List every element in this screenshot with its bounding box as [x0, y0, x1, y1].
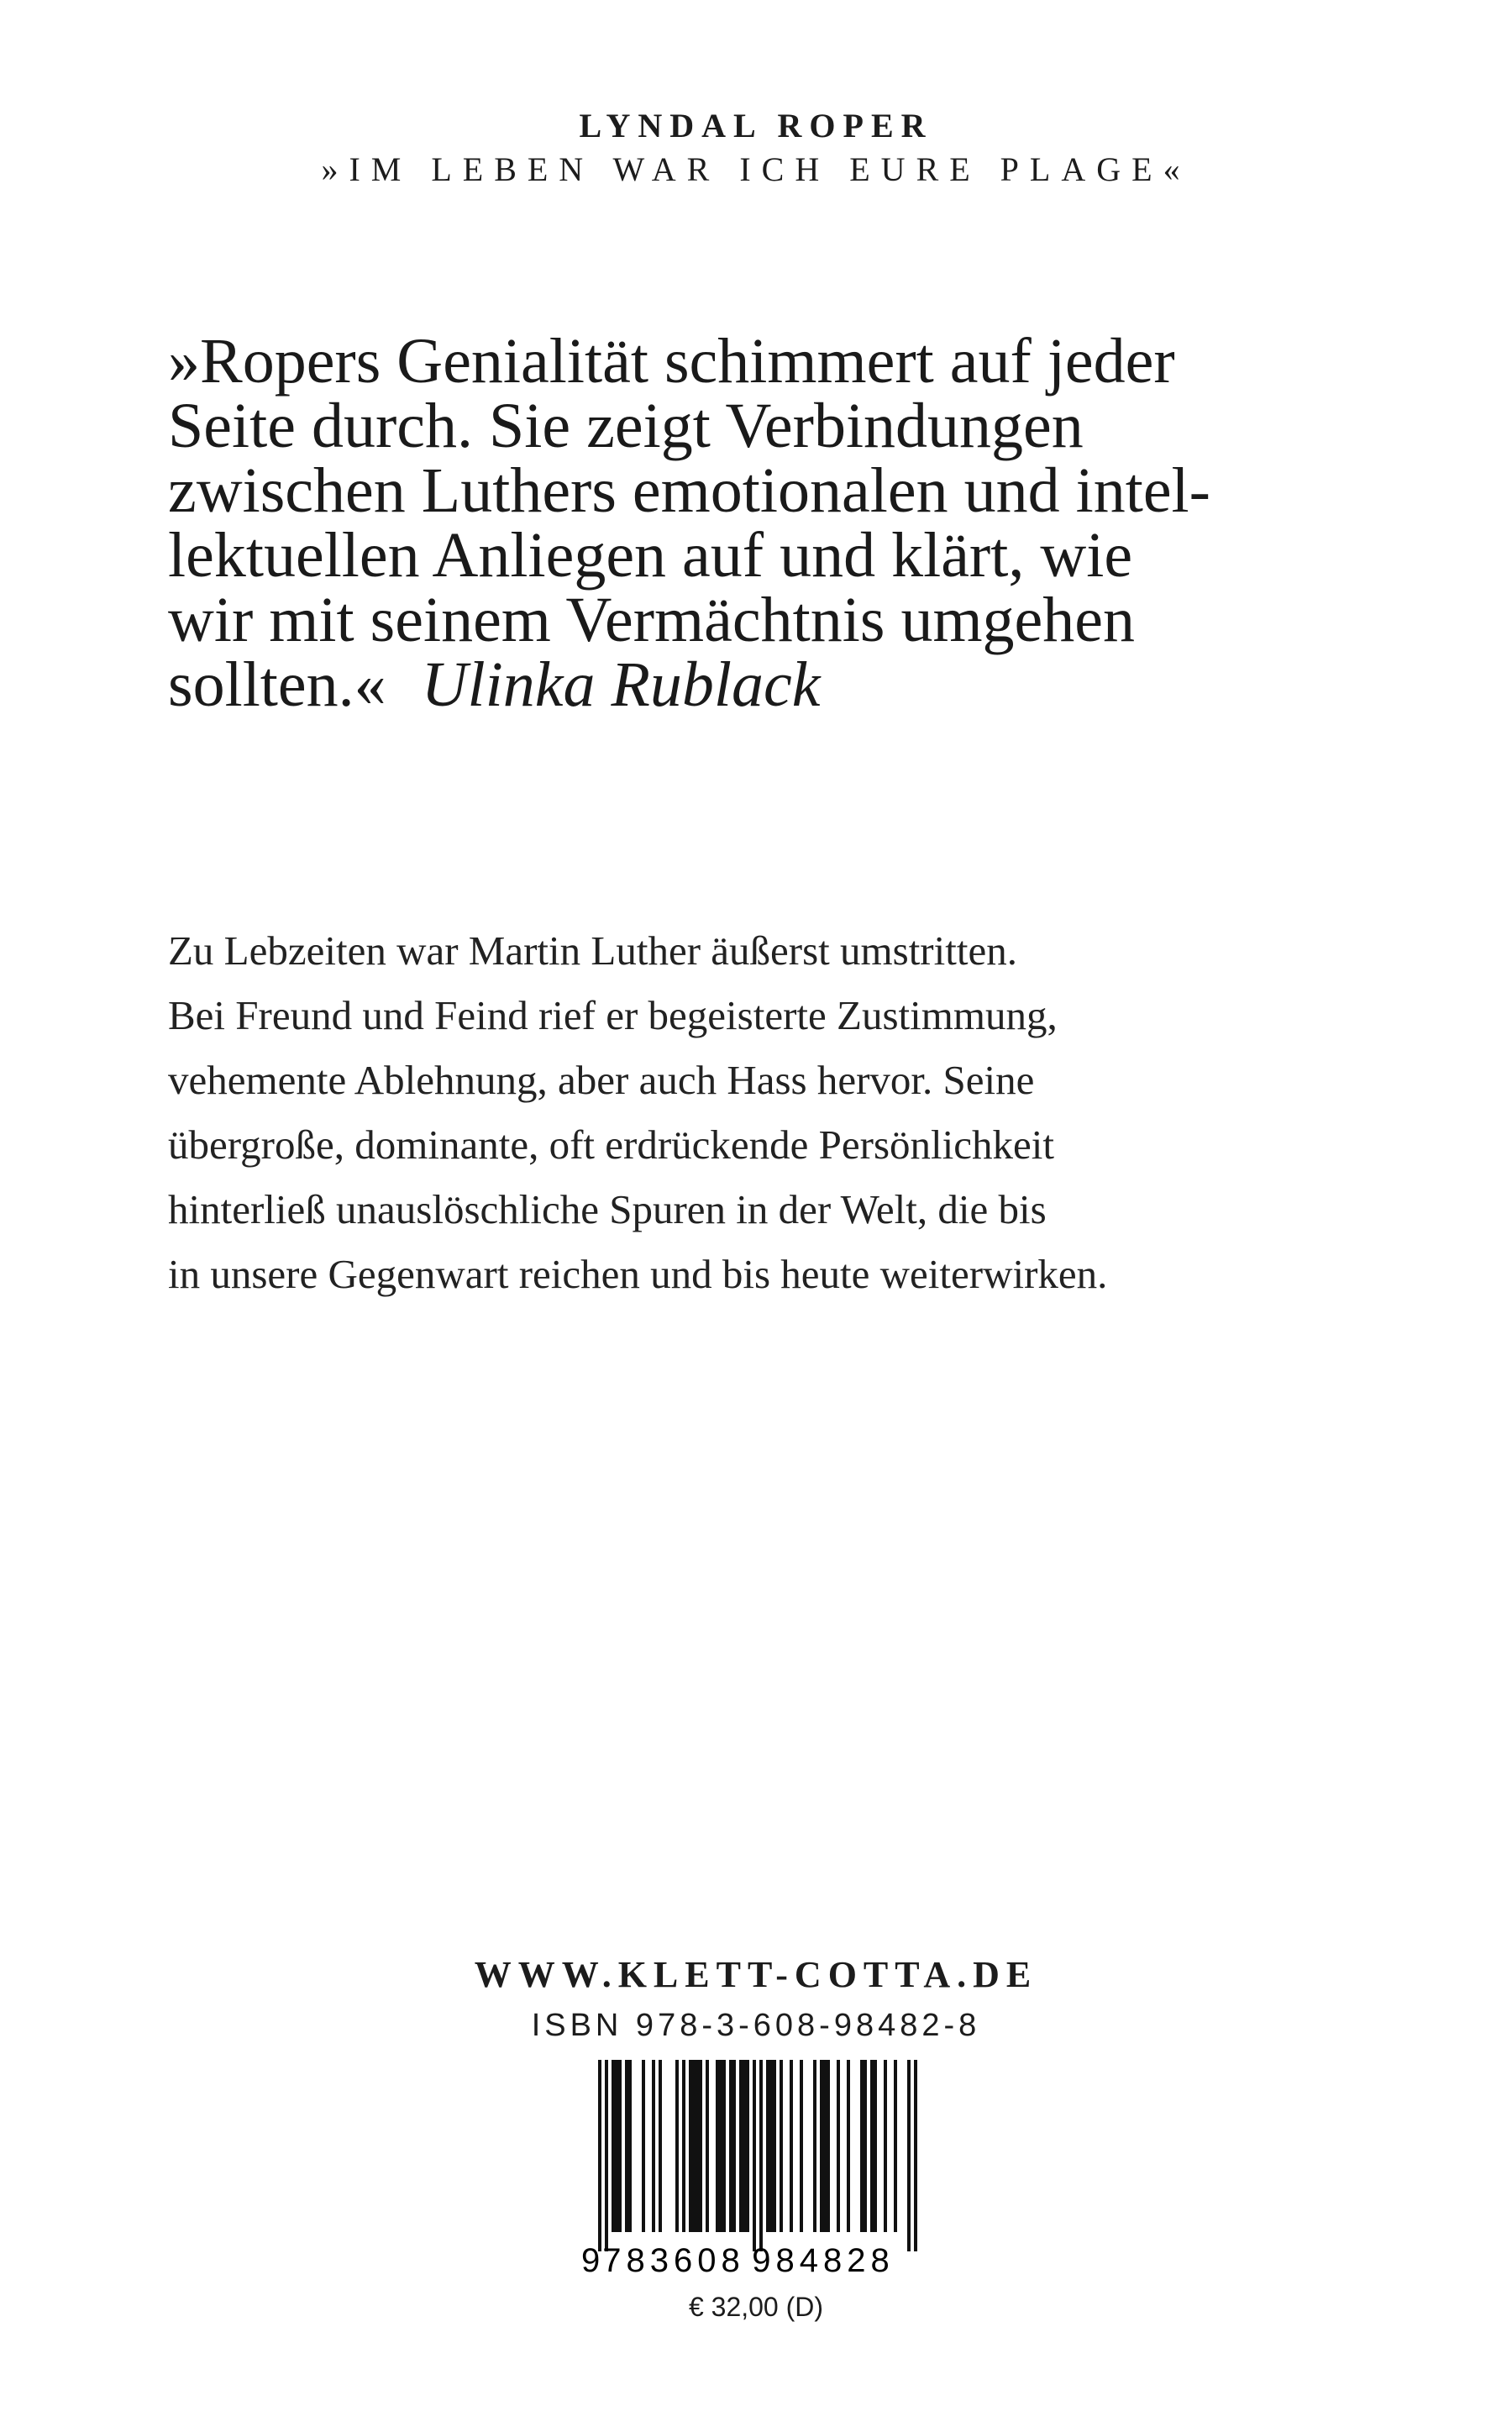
barcode-bar	[722, 2060, 726, 2232]
barcode-guard-bar	[907, 2060, 911, 2251]
barcode-bar	[716, 2060, 719, 2232]
barcode-bar	[739, 2060, 743, 2232]
barcode-bar	[696, 2060, 699, 2232]
barcode-bar	[618, 2060, 622, 2232]
barcode-right-digits: 984828	[752, 2242, 895, 2278]
barcode-first-digit: 9	[581, 2242, 601, 2278]
barcode-guard-bar	[605, 2060, 608, 2251]
barcode-bar	[827, 2060, 830, 2232]
barcode-bar	[769, 2060, 773, 2232]
description-line: vehemente Ablehnung, aber auch Hass hervor. Seine	[168, 1057, 1035, 1103]
description-line: hinterließ unauslöschliche Spuren in der Welt, die bis	[168, 1186, 1047, 1232]
barcode-bar	[719, 2060, 722, 2232]
barcode-bar	[659, 2060, 662, 2232]
barcode-bar	[625, 2060, 628, 2232]
barcode-guard-bar	[598, 2060, 601, 2251]
review-quote	[168, 326, 1361, 720]
barcode	[575, 2060, 921, 2278]
book-description	[168, 918, 1361, 1306]
author-name: LYNDAL ROPER	[579, 107, 933, 144]
barcode-bar	[823, 2060, 827, 2232]
barcode-left-digits: 783608	[602, 2242, 745, 2278]
barcode-bar	[652, 2060, 655, 2232]
barcode-bar	[780, 2060, 783, 2232]
barcode-bar	[874, 2060, 877, 2232]
barcode-bar	[612, 2060, 615, 2232]
barcode-graphic	[575, 2060, 921, 2278]
barcode-bars	[598, 2060, 917, 2251]
barcode-bar	[864, 2060, 867, 2232]
barcode-bar	[675, 2060, 679, 2232]
barcode-bar	[692, 2060, 696, 2232]
barcode-bar	[800, 2060, 803, 2232]
description-line: Bei Freund und Feind rief er begeisterte Zustimmung,	[168, 992, 1058, 1038]
quote-line: sollten.«	[168, 649, 386, 720]
quote-line: lektuellen Anliegen auf und klärt, wie	[168, 520, 1133, 591]
quote-line: wir mit seinem Vermächtnis umgehen	[168, 585, 1136, 655]
isbn-number: ISBN 978-3-608-98482-8	[531, 2008, 981, 2043]
quote-line: »Ropers Genialität schimmert auf jeder	[168, 326, 1175, 397]
quote-line: zwischen Luthers emotionalen und intel-	[168, 455, 1210, 526]
barcode-bar	[689, 2060, 692, 2232]
barcode-bar	[894, 2060, 897, 2232]
barcode-bar	[706, 2060, 709, 2232]
barcode-bar	[729, 2060, 732, 2232]
barcode-bar	[820, 2060, 823, 2232]
description-line: Zu Lebzeiten war Martin Luther äußerst umstritten.	[168, 927, 1017, 974]
barcode-bar	[766, 2060, 769, 2232]
barcode-bar	[884, 2060, 887, 2232]
barcode-bar	[743, 2060, 746, 2232]
quote-attribution: Ulinka Rublack	[421, 649, 821, 720]
barcode-bar	[870, 2060, 874, 2232]
barcode-bar	[860, 2060, 864, 2232]
barcode-bar	[837, 2060, 840, 2232]
quote-line: Seite durch. Sie zeigt Verbindungen	[168, 391, 1084, 461]
barcode-bar	[628, 2060, 632, 2232]
barcode-guard-bar	[753, 2060, 756, 2251]
barcode-bar	[642, 2060, 645, 2232]
barcode-bar	[773, 2060, 776, 2232]
barcode-guard-bar	[759, 2060, 763, 2251]
barcode-bar	[790, 2060, 793, 2232]
publisher-url[interactable]: WWW.KLETT-COTTA.DE	[474, 1954, 1038, 1995]
description-line: übergroße, dominante, oft erdrückende Persönlichkeit	[168, 1121, 1054, 1168]
barcode-guard-bar	[914, 2060, 917, 2251]
price-label: € 32,00 (D)	[688, 2292, 824, 2322]
barcode-bar	[746, 2060, 749, 2232]
barcode-bar	[813, 2060, 816, 2232]
barcode-bar	[847, 2060, 850, 2232]
barcode-bar	[699, 2060, 702, 2232]
barcode-bar	[615, 2060, 618, 2232]
barcode-bar	[732, 2060, 736, 2232]
quote-last-line	[168, 649, 1361, 720]
description-line: in unsere Gegenwart reichen und bis heute weiterwirken.	[168, 1251, 1108, 1297]
barcode-bar	[682, 2060, 685, 2232]
book-title: »IM LEBEN WAR ICH EURE PLAGE«	[321, 150, 1191, 188]
